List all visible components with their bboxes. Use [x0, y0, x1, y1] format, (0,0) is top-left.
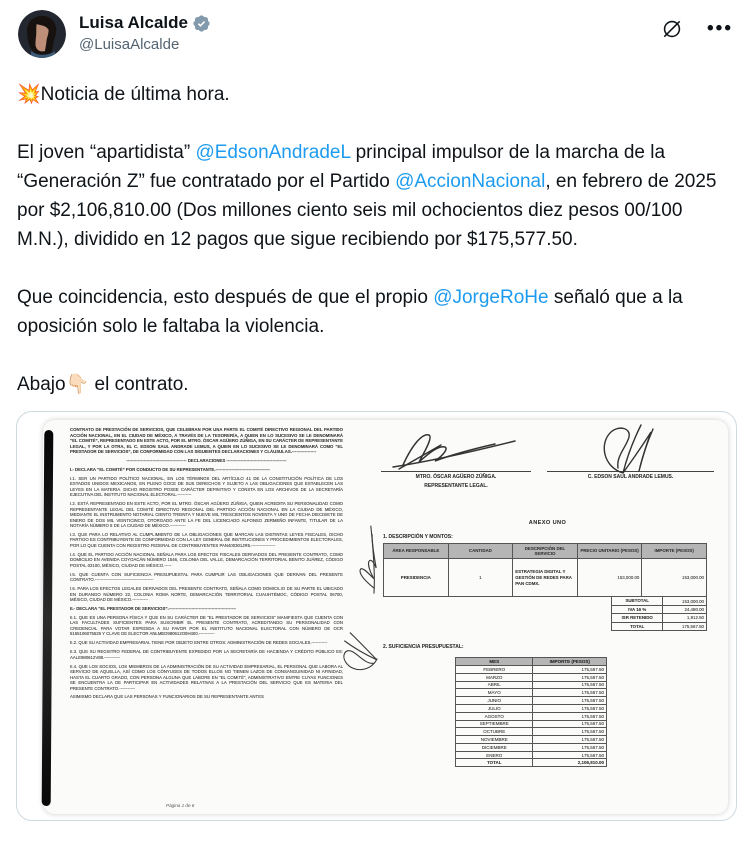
author-identity: [79, 10, 211, 55]
month-cell: MARZO: [456, 673, 533, 681]
signature-block: [377, 427, 718, 489]
tweet-header: [0, 0, 753, 58]
month-cell: MAYO: [456, 689, 533, 697]
total-label: IVA 16 %: [612, 605, 663, 613]
month-cell: JUNIO: [456, 697, 533, 705]
col-header: DESCRIPCIÓN DEL SERVICIO: [513, 544, 578, 559]
verified-badge-icon: [192, 14, 211, 33]
month-cell: JULIO: [456, 704, 533, 712]
signatory-name: MTRO. ÓSCAR AGÜERO ZÚÑIGA.: [415, 474, 497, 480]
contract-section: ------------------------------------------ DECLARACIONES ------------------------------------------: [126, 457, 287, 463]
contract-clause: I.3. QUE PARA LO RELATIVO AL CUMPLIMIENTO DE LA OBLIGACIONES QUE MARCAN LAS DISTINTAS LEYES FISCALES, DICHO PARTIDO ES CONTRIBUYENTE DE CONFORMIDAD CON LA LEY GENERAL DE INSTITUCIONES Y PROCEDIMIENTOS ELECTORALES, POR LO QUE CUENTA CON REGISTRO FEDERAL DE CONTRIBUYENTES PAN400301JR5.-----------------: [70, 531, 343, 548]
mention-link[interactable]: @EdsonAndradeL: [195, 142, 351, 163]
monthly-payments-table: [455, 657, 607, 767]
month-cell: SEPTIEMBRE: [456, 720, 533, 728]
tweet-text: [0, 58, 753, 399]
signature-left: [381, 427, 531, 489]
amount-cell: 175,567.50: [533, 751, 607, 759]
col-header: IMPORTE (PESOS): [533, 658, 607, 666]
amount-cell: 175,567.50: [533, 704, 607, 712]
scan-spine-shadow: [42, 430, 54, 806]
avatar[interactable]: [18, 10, 66, 58]
monthly-table-row: [456, 704, 607, 712]
service-table-row: [384, 559, 707, 597]
tweet-paragraph: [17, 283, 736, 341]
contract-page-1: [70, 427, 343, 810]
month-cell: TOTAL: [456, 759, 533, 767]
contract-clause: II.1. QUE ES UNA PERSONA FÍSICA Y QUE EN SU CARÁCTER DE “EL PRESTADOR DE SERVICIOS” MANIFIESTA QUE CUENTA CON LAS FACULTADES SUFICIENTES PARA SUSCRIBIR EL PRESENTE CONTRATO, ACREDITANDO SU PERSONALIDAD CON CREDENCIAL PARA VOTAR EXPEDIDA A SU FAVOR POR EL INSTITUTO NACIONAL ELECTORAL CON NÚMERO DE OCR 5155106075525 Y CLAVE DE ELECTOR ANLMED980612O0H400.-----------: [70, 614, 343, 637]
total-label: TOTAL: [612, 622, 663, 630]
cell-unit-price: 153,000.00: [577, 559, 642, 597]
grok-icon[interactable]: [661, 18, 683, 40]
monthly-table-row: [456, 743, 607, 751]
contract-clause: I.1. SER UN PARTIDO POLÍTICO NACIONAL, EN LOS TÉRMINOS DEL ARTÍCULO 41 DE LA CONSTITUCIÓN POLÍTICA DE LOS ESTADOS UNIDOS MEXICANOS, EN PLENO GOCE DE SUS DERECHOS Y SUJETO A LAS OBLIGACIONES QUE ESTABLECEN LAS LEYES EN LA MATERIA. DICHO REGISTRO POSEE CARÁCTER DEFINITIVO Y CONSTA EN LOS ARCHIVOS DE LA SECRETARÍA EJECUTIVA DEL INSTITUTO NACIONAL ELECTORAL.----------: [70, 475, 343, 498]
month-cell: AGOSTO: [456, 712, 533, 720]
mention-link[interactable]: @AccionNacional: [395, 171, 546, 192]
total-label: SUBTOTAL: [612, 597, 663, 605]
service-table-header-row: [384, 544, 707, 559]
contract-title: CONTRATO DE PRESTACIÓN DE SERVICIOS, QUE CELEBRAN POR UNA PARTE EL COMITÉ DIRECTIVO REGIONAL DEL PARTIDO ACCIÓN NACIONAL, EN EL CIUDAD DE MÉXICO, A TRAVÉS DE LA TESORERÍA, A QUIEN EN LO SUCESIVO SE LE DENOMINARÁ “EL COMITÉ”, REPRESENTADO EN ESTE ACTO, POR EL MTRO. ÓSCAR AGÜERO ZÚÑIGA, EN SU CARÁCTER DE REPRESENTANTE LEGAL, Y POR LA OTRA, EL C. EDSON SAUL ANDRADE LEMUS, A QUIEN EN LO SUCESIVO SE LE DENOMINARÁ COMO “EL PRESTADOR DE SERVICIOS”, DE CONFORMIDAD CON LAS SIGUIENTES DECLARACIONES Y CLÁUSULAS.-----------------: [70, 427, 343, 454]
tweet-paragraph: [17, 370, 736, 399]
totals-row: [612, 614, 707, 622]
text-segment: Abajo: [17, 374, 66, 395]
contract-scan: [43, 420, 728, 814]
text-segment: , en febrero de 2025 por $2,106,810.00 (Dos millones ciento seis mil ochocientos diez pesos 00/100 M.N.), dividido en 12 pagos que sigue recibiendo por $175,577.50.: [17, 171, 717, 250]
col-header: ÁREA RESPONSABLE: [384, 544, 449, 559]
contract-clause: II.3. QUE SU REGISTRO FEDERAL DE CONTRIBUYENTE EXPEDIDO POR LA SECRETARÍA DE HACIENDA Y CRÉDITO PÚBLICO ES: AALE980612V88.-----------: [70, 649, 343, 660]
text-segment: el contrato.: [89, 374, 189, 395]
amount-cell: 175,567.50: [533, 689, 607, 697]
annex-section1-label: 1. DESCRIPCIÓN Y MONTOS:: [383, 534, 453, 541]
service-table: [383, 543, 707, 597]
tweet-paragraph: [17, 80, 736, 109]
contract-clause: I.- DECLARA “EL COMITÉ” POR CONDUCTO DE SU REPRESENTANTE.--------------------------------------: [70, 466, 270, 472]
signatory-title: REPRESENTANTE LEGAL.: [424, 482, 488, 489]
monthly-table-row: [456, 751, 607, 759]
month-cell: OCTUBRE: [456, 728, 533, 736]
text-segment: Que coincidencia, esto después de que el propio: [17, 287, 434, 308]
contract-annex-page: [377, 427, 718, 810]
amount-cell: 175,567.50: [533, 743, 607, 751]
tweet-paragraph: [17, 138, 736, 254]
page-number: Página 1 de 6: [166, 803, 195, 808]
month-cell: ABRIL: [456, 681, 533, 689]
author-name[interactable]: Luisa Alcalde: [79, 13, 188, 32]
col-header: PRECIO UNITARIO (PESOS): [577, 544, 642, 559]
totals-table: [611, 596, 707, 631]
totals-row: [612, 597, 707, 605]
signatory-name: C. EDSON SAUL ANDRADE LEMUS.: [587, 474, 674, 480]
amount-cell: 175,567.50: [533, 736, 607, 744]
more-menu-icon[interactable]: •••: [707, 18, 733, 39]
annex-section2-label: 2. SUFICIENCIA PRESUPUESTAL:: [383, 644, 464, 651]
total-label: ISR RETENIDO: [612, 614, 663, 622]
backhand-index-pointing-down-emoji: 👇🏻: [65, 374, 90, 395]
text-segment: Noticia de última hora.: [40, 84, 230, 105]
header-actions: [661, 10, 737, 40]
contract-clause: II.- DECLARA “EL PRESTADOR DE SERVICIOS”.-----------------------------------------------: [70, 606, 236, 612]
amount-cell: 175,567.50: [533, 720, 607, 728]
contract-clause: II.2. QUE SU ACTIVIDAD EMPRESARIAL TIENE POR OBJETO ENTRE OTROS: ADMINISTRACIÓN DE REDES SOCIALES.-----------: [70, 640, 328, 646]
total-value: 175,567.50: [663, 622, 707, 630]
tweet-image-attachment[interactable]: [16, 411, 737, 821]
text-segment: señaló que a la oposición solo le faltaba la violencia.: [17, 287, 683, 337]
avatar-portrait-illustration: [18, 10, 66, 58]
monthly-table-row: [456, 712, 607, 720]
text-segment: El joven “apartidista”: [17, 142, 196, 163]
col-header: IMPORTE (PESOS): [642, 544, 707, 559]
signature-oscar-icon: [381, 427, 531, 471]
monthly-table-row: [456, 673, 607, 681]
contract-clause: I.5. QUE CUENTA CON SUFICIENCIA PRESUPUESTAL PARA CUMPLIR LAS OBLIGACIONES QUE DERIVAN DEL PRESENTE CONTRATO.-----------------------------------------: [70, 571, 343, 583]
monthly-table-row: [456, 759, 607, 767]
amount-cell: 175,567.50: [533, 681, 607, 689]
mention-link[interactable]: @JorgeRoHe: [433, 287, 549, 308]
signature-right: [547, 427, 714, 489]
amount-cell: 2,106,810.00: [533, 759, 607, 767]
contract-clause: I.4. QUE EL PARTIDO ACCIÓN NACIONAL SEÑALA PARA LOS EFECTOS FISCALES DERIVADOS DEL PRESENTE CONTRATO, COMO DOMICILIO EN AVENIDA COYOACÁN NÚMERO 1546, COLONIA DEL VALLE, DEMARCACIÓN TERRITORIAL BENITO JUÁREZ, CÓDIGO POSTAL 03100, MÉXICO, CIUDAD DE MÉXICO.-----: [70, 551, 343, 568]
col-header: CANTIDAD: [448, 544, 513, 559]
contract-clause: ASIMISMO DECLARA QUE LAS PERSONAS Y FUNCIONARIOS DE SU REPRESENTANTE ANTES: [70, 694, 264, 700]
total-value: 24,480.00: [663, 605, 707, 613]
monthly-table-row: [456, 736, 607, 744]
total-value: 1,912.50: [663, 614, 707, 622]
signature-edson-icon: [547, 427, 714, 471]
monthly-table-row: [456, 720, 607, 728]
cell-qty: 1: [448, 559, 513, 597]
col-header: MES: [456, 658, 533, 666]
total-value: 153,000.00: [663, 597, 707, 605]
contract-clause: I.6. PARA LOS EFECTOS LEGALES DERIVADOS DEL PRESENTE CONTRATO, SEÑALA COMO DOMICILIO DE SU PARTE EL UBICADO EN DURANGO NÚMERO 22, COLONIA ROMA NORTE, DEMARCACIÓN TERRITORIAL CUAUHTÉMOC, CÓDIGO POSTAL 06700, MÉXICO, CIUDAD DE MÉXICO.-----------: [70, 586, 343, 603]
amount-cell: 175,567.50: [533, 666, 607, 674]
author-handle[interactable]: @LuisaAlcalde: [79, 36, 180, 53]
monthly-table-row: [456, 666, 607, 674]
text-segment: principal impulsor de la marcha de la “Generación Z” fue contratado por el Partido: [17, 142, 666, 192]
cell-amount: 153,000.00: [642, 559, 707, 597]
monthly-table-row: [456, 728, 607, 736]
month-cell: DICIEMBRE: [456, 743, 533, 751]
monthly-table-header-row: [456, 658, 607, 666]
monthly-table-row: [456, 689, 607, 697]
month-cell: FEBRERO: [456, 666, 533, 674]
month-cell: ENERO: [456, 751, 533, 759]
contract-clause: II.4. QUE LOS SOCIOS, LOS MIEMBROS DE LA ADMINISTRACIÓN DE SU ACTIVIDAD EMPRESARIAL, EL PERSONAL QUE LABORA AL SERVICIO DE AQUELLA, ASÍ COMO LOS CÓNYUGES DE TODOS ELLOS NO TIENEN LAZOS DE CONSANGUINIDAD NI AFINIDAD, HASTA EL CUARTO GRADO, CON PERSONA ALGUNA QUE LABORE EN “EL COMITÉ”, ADMINISTRATIVO ENTRE CUYAS FUNCIONES SE ENCUENTRA LA DE PARTICIPAR EN ACTIVIDADES RELATIVAS A LA PRESTACIÓN DEL SERVICIO QUE ES MATERIA DEL PRESENTE CONTRATO.-----------: [70, 663, 343, 691]
collision-emoji: 💥: [17, 84, 41, 105]
amount-cell: 175,567.50: [533, 712, 607, 720]
cell-desc: ESTRATEGIA DIGITAL Y GESTIÓN DE REDES PARA PAN CDMX.: [513, 559, 578, 597]
annex-title: ANEXO UNO: [528, 520, 567, 527]
totals-row: [612, 622, 707, 630]
monthly-table-row: [456, 697, 607, 705]
monthly-table-row: [456, 681, 607, 689]
totals-row: [612, 605, 707, 613]
month-cell: NOVIEMBRE: [456, 736, 533, 744]
cell-area: PRESIDENCIA: [384, 559, 449, 597]
amount-cell: 175,567.50: [533, 697, 607, 705]
contract-clause: I.2. ESTÁ REPRESENTADO EN ESTE ACTO, POR EL MTRO. ÓSCAR AGÜERO ZÚÑIGA, QUIEN ACREDITA SU PERSONALIDAD COMO REPRESENTANTE LEGAL DEL COMITÉ DIRECTIVO REGIONAL DEL PARTIDO ACCIÓN NACIONAL EN LA CIUDAD DE MÉXICO, MEDIANTE EL INSTRUMENTO NOTARIAL CIENTO TREINTA Y NUEVE MIL TRESCIENTOS NOVENTA Y UNO DE FECHA DIECISIETE DE ENERO DE DOS MIL VEINTICINCO, OTORGADO ANTE LA FE DEL LICENCIADO ALFONSO ZERMEÑO INFANTE, TITULAR DE LA NOTARÍA NÚMERO 5 DE LA CIUDAD DE MÉXICO.-----------: [70, 501, 343, 529]
amount-cell: 175,567.50: [533, 673, 607, 681]
amount-cell: 175,567.50: [533, 728, 607, 736]
